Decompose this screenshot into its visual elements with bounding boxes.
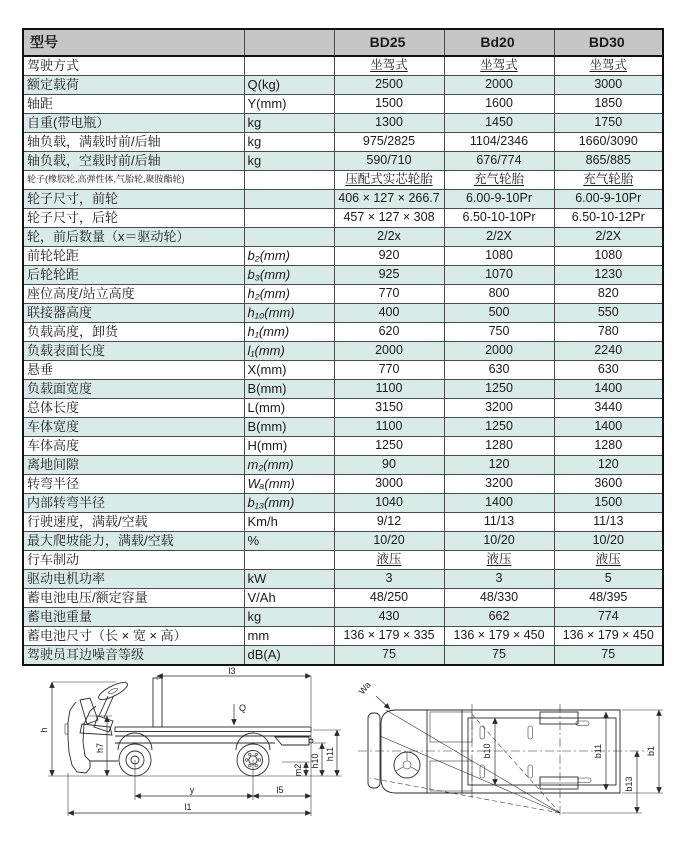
spec-value: 550 — [554, 304, 663, 323]
table-row — [23, 114, 663, 133]
spec-symbol: dB(A) — [244, 646, 334, 666]
dim-label-h11: h11 — [325, 746, 335, 762]
spec-value: 770 — [334, 285, 444, 304]
spec-symbol: Q(kg) — [244, 76, 334, 95]
spec-value: 1750 — [554, 114, 663, 133]
table-row — [23, 152, 663, 171]
spec-symbol: X(mm) — [244, 361, 334, 380]
spec-label: 行驶速度，满载/空载 — [23, 513, 244, 532]
spec-value: 75 — [334, 646, 444, 666]
table-row — [23, 133, 663, 152]
spec-label: 轴负载，满载时前/后轴 — [23, 133, 244, 152]
spec-symbol: kg — [244, 114, 334, 133]
spec-value: 1400 — [554, 380, 663, 399]
spec-value: 坐驾式 — [554, 56, 663, 76]
spec-value: 2/2X — [444, 228, 554, 247]
dim-label-m2: m2 — [293, 763, 303, 777]
spec-label: 总体长度 — [23, 399, 244, 418]
spec-value: 457 × 127 × 308 — [334, 209, 444, 228]
spec-value: 2000 — [444, 342, 554, 361]
dim-label-b13: b13 — [624, 776, 634, 792]
table-row — [23, 570, 663, 589]
spec-value: 430 — [334, 608, 444, 627]
truck-top-body — [368, 710, 620, 793]
spec-symbol: h₁₀(mm) — [244, 304, 334, 323]
spec-value: 630 — [554, 361, 663, 380]
spec-value: 3600 — [554, 475, 663, 494]
spec-value: 75 — [554, 646, 663, 666]
spec-symbol: H(mm) — [244, 437, 334, 456]
table-row — [23, 342, 663, 361]
spec-value: 770 — [334, 361, 444, 380]
col-header-bd25: BD25 — [334, 29, 444, 56]
dim-label-l5: l5 — [276, 785, 284, 795]
table-row — [23, 475, 663, 494]
spec-value: 3 — [444, 570, 554, 589]
table-row — [23, 285, 663, 304]
table-header-row — [23, 29, 663, 56]
spec-value: 750 — [444, 323, 554, 342]
spec-value: 液压 — [334, 551, 444, 570]
spec-value: 3440 — [554, 399, 663, 418]
spec-value: 400 — [334, 304, 444, 323]
spec-value: 2000 — [444, 76, 554, 95]
spec-symbol: kg — [244, 133, 334, 152]
spec-symbol: kW — [244, 570, 334, 589]
spec-value: 1400 — [444, 494, 554, 513]
spec-value: 1080 — [554, 247, 663, 266]
spec-value: 2/2X — [554, 228, 663, 247]
spec-label: 前轮轮距 — [23, 247, 244, 266]
steering-wheel — [96, 679, 129, 702]
spec-label: 驾驶方式 — [23, 56, 244, 76]
spec-symbol: b₃(mm) — [244, 266, 334, 285]
spec-value: 11/13 — [554, 513, 663, 532]
spec-value: 1280 — [444, 437, 554, 456]
spec-label: 转弯半径 — [23, 475, 244, 494]
spec-value: 1070 — [444, 266, 554, 285]
operator-compartment — [65, 679, 130, 773]
spec-value: 1250 — [334, 437, 444, 456]
spec-value: 662 — [444, 608, 554, 627]
spec-value: 3000 — [554, 76, 663, 95]
spec-value: 1104/2346 — [444, 133, 554, 152]
spec-value: 48/250 — [334, 589, 444, 608]
dim-label-h7: h7 — [95, 742, 105, 754]
spec-label: 后轮轮距 — [23, 266, 244, 285]
spec-value: 630 — [444, 361, 554, 380]
dim-label-q: Q — [239, 703, 247, 713]
spec-label: 联接器高度 — [23, 304, 244, 323]
table-row — [23, 56, 663, 76]
spec-value: 780 — [554, 323, 663, 342]
spec-symbol: b₂(mm) — [244, 247, 334, 266]
spec-value: 3000 — [334, 475, 444, 494]
table-row — [23, 209, 663, 228]
spec-value: 1250 — [444, 418, 554, 437]
spec-symbol: m₂(mm) — [244, 456, 334, 475]
spec-value: 1500 — [334, 95, 444, 114]
spec-symbol — [244, 228, 334, 247]
spec-value: 1300 — [334, 114, 444, 133]
spec-value: 充气轮胎 — [444, 171, 554, 190]
platform-deck — [115, 727, 311, 732]
col-header-bd30: BD30 — [554, 29, 663, 56]
dim-label-wa: Wa — [356, 679, 373, 697]
spec-label: 驱动电机功率 — [23, 570, 244, 589]
spec-label: 轮子(橡胶轮,高弹性体,气胎轮,聚胺酯轮) — [23, 171, 244, 190]
table-row — [23, 627, 663, 646]
table-row — [23, 323, 663, 342]
spec-symbol: Km/h — [244, 513, 334, 532]
spec-value: 1850 — [554, 95, 663, 114]
spec-label: 自重(带电瓶） — [23, 114, 244, 133]
spec-value: 9/12 — [334, 513, 444, 532]
spec-symbol: Y(mm) — [244, 95, 334, 114]
spec-value: 865/885 — [554, 152, 663, 171]
spec-label: 车体宽度 — [23, 418, 244, 437]
spec-value: 48/330 — [444, 589, 554, 608]
spec-value: 2240 — [554, 342, 663, 361]
spec-value: 10/20 — [444, 532, 554, 551]
spec-value: 1400 — [554, 418, 663, 437]
spec-value: 2/2x — [334, 228, 444, 247]
table-row — [23, 228, 663, 247]
spec-value: 1230 — [554, 266, 663, 285]
spec-value: 1660/3090 — [554, 133, 663, 152]
spec-value: 920 — [334, 247, 444, 266]
spec-symbol: mm — [244, 627, 334, 646]
spec-label: 座位高度/站立高度 — [23, 285, 244, 304]
spec-label: 轮子尺寸，前轮 — [23, 190, 244, 209]
spec-value: 820 — [554, 285, 663, 304]
tow-coupling — [275, 737, 309, 745]
spec-value: 500 — [444, 304, 554, 323]
spec-symbol — [244, 209, 334, 228]
table-row — [23, 380, 663, 399]
spec-value: 坐驾式 — [334, 56, 444, 76]
col-header-bd20: Bd20 — [444, 29, 554, 56]
spec-symbol: h₂(mm) — [244, 285, 334, 304]
spec-value: 6.50-10-12Pr — [554, 209, 663, 228]
spec-value: 液压 — [554, 551, 663, 570]
table-row — [23, 589, 663, 608]
spec-value: 620 — [334, 323, 444, 342]
spec-label: 最大爬坡能力，满载/空载 — [23, 532, 244, 551]
spec-label: 轮，前后数量（x＝驱动轮） — [23, 228, 244, 247]
spec-symbol: B(mm) — [244, 380, 334, 399]
spec-value: 1040 — [334, 494, 444, 513]
spec-value: 2500 — [334, 76, 444, 95]
drawings-section — [0, 666, 684, 848]
side-view-drawing — [20, 666, 350, 848]
steering-wheel-top — [394, 752, 420, 778]
spec-label: 轮子尺寸，后轮 — [23, 209, 244, 228]
spec-value: 6.00-9-10Pr — [554, 190, 663, 209]
table-row — [23, 399, 663, 418]
table-row — [23, 190, 663, 209]
table-row — [23, 494, 663, 513]
spec-value: 2000 — [334, 342, 444, 361]
table-row — [23, 171, 663, 190]
spec-value: 压配式实芯轮胎 — [334, 171, 444, 190]
table-row — [23, 76, 663, 95]
spec-symbol — [244, 171, 334, 190]
table-row — [23, 456, 663, 475]
table-row — [23, 608, 663, 627]
dim-label-h: h — [39, 727, 49, 733]
table-row — [23, 551, 663, 570]
spec-symbol: V/Ah — [244, 589, 334, 608]
spec-value: 11/13 — [444, 513, 554, 532]
spec-value: 406 × 127 × 266.7 — [334, 190, 444, 209]
spec-value: 800 — [444, 285, 554, 304]
dim-label-b10: b10 — [482, 743, 492, 759]
spec-value: 1280 — [554, 437, 663, 456]
spec-symbol — [244, 190, 334, 209]
spec-value: 120 — [554, 456, 663, 475]
spec-value: 1250 — [444, 380, 554, 399]
spec-label: 悬垂 — [23, 361, 244, 380]
dim-label-y: y — [189, 785, 195, 795]
table-row — [23, 304, 663, 323]
spec-value: 774 — [554, 608, 663, 627]
dim-label-b1: b1 — [646, 745, 656, 757]
spec-symbol: Wₐ(mm) — [244, 475, 334, 494]
spec-value: 10/20 — [554, 532, 663, 551]
spec-value: 液压 — [444, 551, 554, 570]
spec-value: 5 — [554, 570, 663, 589]
spec-value: 1500 — [554, 494, 663, 513]
spec-symbol: b₁₃(mm) — [244, 494, 334, 513]
spec-value: 136 × 179 × 335 — [334, 627, 444, 646]
truck-side-body — [65, 678, 313, 776]
spec-label: 蓄电池尺寸（长 × 宽 × 高） — [23, 627, 244, 646]
spec-value: 90 — [334, 456, 444, 475]
spec-value: 120 — [444, 456, 554, 475]
spec-value: 925 — [334, 266, 444, 285]
spec-value: 1600 — [444, 95, 554, 114]
table-row — [23, 247, 663, 266]
seat — [80, 698, 98, 724]
front-bumper — [368, 713, 380, 788]
spec-label: 驾驶员耳边噪音等级 — [23, 646, 244, 666]
table-row — [23, 437, 663, 456]
spec-value: 75 — [444, 646, 554, 666]
dim-label-b11: b11 — [593, 743, 603, 759]
turning-radius-lines — [357, 680, 648, 818]
spec-value: 1450 — [444, 114, 554, 133]
spec-label: 行车制动 — [23, 551, 244, 570]
spec-symbol — [244, 551, 334, 570]
spec-symbol: kg — [244, 608, 334, 627]
dim-label-l3: l3 — [228, 666, 236, 676]
spec-value: 6.50-10-10Pr — [444, 209, 554, 228]
spec-label: 轴负载，空载时前/后轴 — [23, 152, 244, 171]
table-row — [23, 513, 663, 532]
table-row — [23, 95, 663, 114]
spec-value: 3150 — [334, 399, 444, 418]
spec-value: 1100 — [334, 380, 444, 399]
table-row — [23, 361, 663, 380]
dim-label-l1: l1 — [184, 802, 192, 812]
spec-value: 3200 — [444, 399, 554, 418]
spec-table — [22, 28, 664, 666]
spec-label: 负载面宽度 — [23, 380, 244, 399]
spec-value: 6.00-9-10Pr — [444, 190, 554, 209]
spec-label: 内部转弯半径 — [23, 494, 244, 513]
spec-symbol: kg — [244, 152, 334, 171]
spec-value: 1100 — [334, 418, 444, 437]
spec-value: 676/774 — [444, 152, 554, 171]
spec-label: 蓄电池电压/额定容量 — [23, 589, 244, 608]
col-header-model-label: 型号 — [23, 29, 244, 56]
spec-symbol: B(mm) — [244, 418, 334, 437]
platform-headboard — [153, 678, 162, 727]
side-view-dimensions — [39, 666, 342, 816]
spec-label: 负载表面长度 — [23, 342, 244, 361]
spec-symbol: L(mm) — [244, 399, 334, 418]
table-row — [23, 646, 663, 666]
spec-value: 136 × 179 × 450 — [554, 627, 663, 646]
dim-label-h10: h10 — [310, 753, 320, 769]
spec-label: 蓄电池重量 — [23, 608, 244, 627]
spec-value: 3200 — [444, 475, 554, 494]
spec-value: 136 × 179 × 450 — [444, 627, 554, 646]
spec-value: 590/710 — [334, 152, 444, 171]
spec-label: 额定载荷 — [23, 76, 244, 95]
top-view-dimensions — [482, 710, 663, 813]
spec-label: 车体高度 — [23, 437, 244, 456]
spec-table-body — [23, 56, 663, 665]
table-row — [23, 418, 663, 437]
spec-value: 充气轮胎 — [554, 171, 663, 190]
spec-symbol: % — [244, 532, 334, 551]
spec-symbol: h₁(mm) — [244, 323, 334, 342]
spec-value: 3 — [334, 570, 444, 589]
spec-label: 负载高度，卸货 — [23, 323, 244, 342]
spec-value: 48/395 — [554, 589, 663, 608]
table-row — [23, 532, 663, 551]
spec-value: 975/2825 — [334, 133, 444, 152]
spec-symbol: l₁(mm) — [244, 342, 334, 361]
spec-label: 离地间隙 — [23, 456, 244, 475]
spec-symbol — [244, 56, 334, 76]
table-row — [23, 266, 663, 285]
spec-value: 10/20 — [334, 532, 444, 551]
spec-label: 轴距 — [23, 95, 244, 114]
spec-value: 坐驾式 — [444, 56, 554, 76]
col-header-symbol — [244, 29, 334, 56]
spec-value: 1080 — [444, 247, 554, 266]
top-view-drawing — [350, 666, 684, 848]
